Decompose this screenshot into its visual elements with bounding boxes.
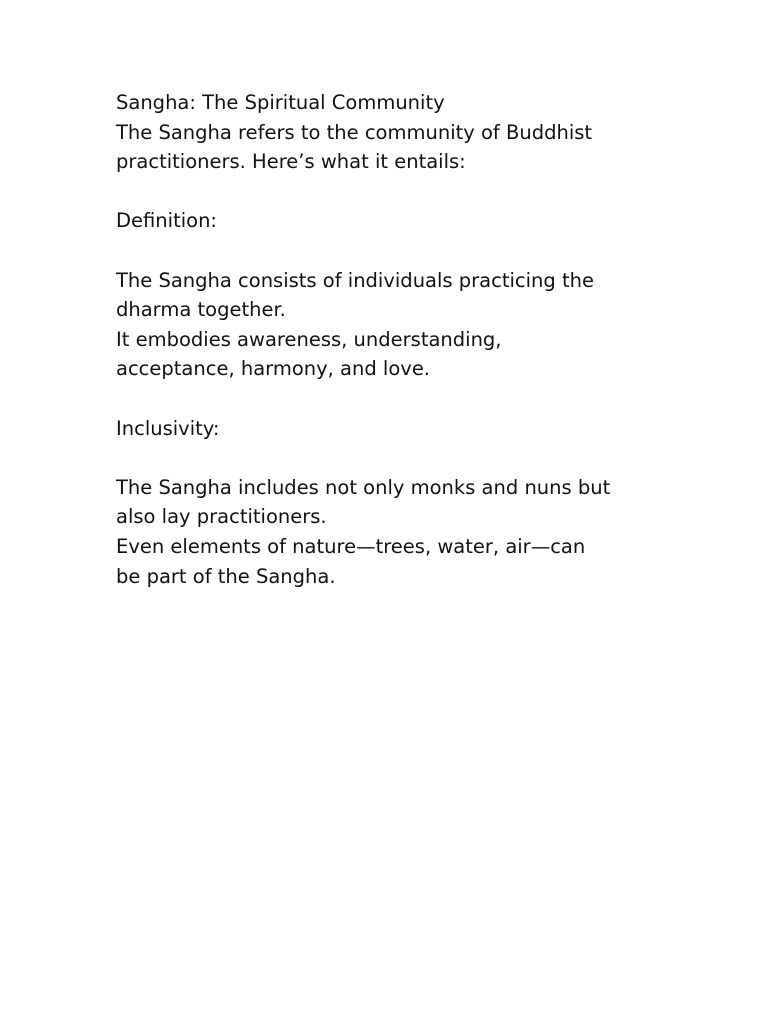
document-title: Sangha: The Spiritual Community — [116, 91, 445, 114]
intro-line-2: practitioners. Here’s what it entails: — [116, 150, 466, 174]
blank-line — [116, 236, 716, 266]
blank-line — [116, 177, 716, 207]
section-heading-inclusivity: Inclusivity: — [116, 416, 220, 440]
inclusivity-line-1: The Sangha includes not only monks and nuns but — [116, 475, 611, 499]
document-body — [116, 88, 716, 591]
section-heading-definition: Definition: — [116, 209, 217, 233]
inclusivity-line-4: be part of the Sangha. — [116, 564, 336, 588]
inclusivity-line-3: Even elements of nature—trees, water, air—can — [116, 534, 586, 558]
definition-line-1: The Sangha consists of individuals practicing the — [116, 268, 594, 292]
intro-line-1: The Sangha refers to the community of Buddhist — [116, 120, 593, 144]
blank-line — [116, 443, 716, 473]
definition-line-4: acceptance, harmony, and love. — [116, 357, 431, 381]
inclusivity-line-2: also lay practitioners. — [116, 505, 327, 529]
definition-line-3: It embodies awareness, understanding, — [116, 327, 502, 351]
blank-line — [116, 384, 716, 414]
definition-line-2: dharma together. — [116, 298, 286, 322]
